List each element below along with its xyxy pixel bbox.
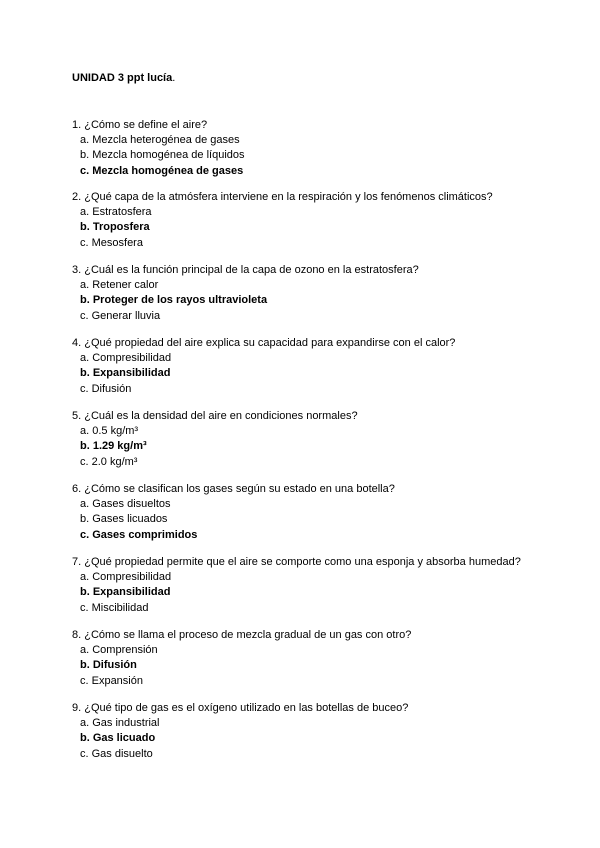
- question-text: 5. ¿Cuál es la densidad del aire en condiciones normales?: [72, 410, 358, 422]
- question-text: 8. ¿Cómo se llama el proceso de mezcla gradual de un gas con otro?: [72, 629, 412, 641]
- question-text: 3. ¿Cuál es la función principal de la capa de ozono en la estratosfera?: [72, 264, 419, 276]
- option-c: c. Difusión: [80, 382, 132, 395]
- option-c: c. Mezcla homogénea de gases: [80, 164, 244, 177]
- option-a: a. Gases disueltos: [80, 498, 171, 511]
- question-4: [72, 336, 455, 397]
- option-a: a. Comprensión: [80, 644, 158, 657]
- document-title-suffix: .: [172, 72, 176, 84]
- question-text: 2. ¿Qué capa de la atmósfera interviene en la respiración y los fenómenos climáticos?: [72, 191, 493, 203]
- option-a: a. Estratosfera: [80, 206, 152, 219]
- question-text: 4. ¿Qué propiedad del aire explica su capacidad para expandirse con el calor?: [72, 337, 456, 349]
- question-text: 1. ¿Cómo se define el aire?: [72, 119, 208, 131]
- option-a: a. Gas industrial: [80, 717, 160, 730]
- document-title: [72, 71, 175, 85]
- question-1: [72, 118, 245, 179]
- option-b: b. Expansibilidad: [80, 367, 171, 380]
- question-text: 9. ¿Qué tipo de gas es el oxígeno utilizado en las botellas de buceo?: [72, 702, 409, 714]
- option-b: b. Gas licuado: [80, 732, 156, 745]
- option-a: a. Retener calor: [80, 279, 159, 292]
- option-b: b. Troposfera: [80, 221, 150, 234]
- option-c: c. Generar lluvia: [80, 309, 161, 322]
- question-2: [72, 190, 493, 251]
- option-c: c. Miscibilidad: [80, 601, 149, 614]
- option-b: b. Expansibilidad: [80, 586, 171, 599]
- option-b: b. Difusión: [80, 659, 137, 672]
- option-c: c. Gases comprimidos: [80, 528, 198, 541]
- option-a: a. Mezcla heterogénea de gases: [80, 134, 240, 147]
- option-a: a. Compresibilidad: [80, 352, 172, 365]
- option-c: c. Mesosfera: [80, 236, 143, 249]
- option-a: a. Compresibilidad: [80, 571, 172, 584]
- document-title-bold: UNIDAD 3 ppt lucía: [72, 72, 173, 84]
- option-c: c. Expansión: [80, 674, 143, 687]
- option-b: b. Gases licuados: [80, 513, 168, 526]
- question-5: [72, 409, 358, 470]
- question-text: 6. ¿Cómo se clasifican los gases según su estado en una botella?: [72, 483, 395, 495]
- option-b: b. Mezcla homogénea de líquidos: [80, 149, 245, 162]
- question-text: 7. ¿Qué propiedad permite que el aire se comporte como una esponja y absorba humedad?: [72, 556, 521, 568]
- option-b: b. 1.29 kg/m³: [80, 440, 147, 453]
- option-a: a. 0.5 kg/m³: [80, 425, 139, 438]
- option-c: c. 2.0 kg/m³: [80, 455, 138, 468]
- question-9: [72, 701, 408, 762]
- question-8: [72, 628, 411, 689]
- option-b: b. Proteger de los rayos ultravioleta: [80, 294, 268, 307]
- option-c: c. Gas disuelto: [80, 747, 153, 760]
- question-7: [72, 555, 521, 616]
- question-3: [72, 263, 419, 324]
- question-6: [72, 482, 395, 543]
